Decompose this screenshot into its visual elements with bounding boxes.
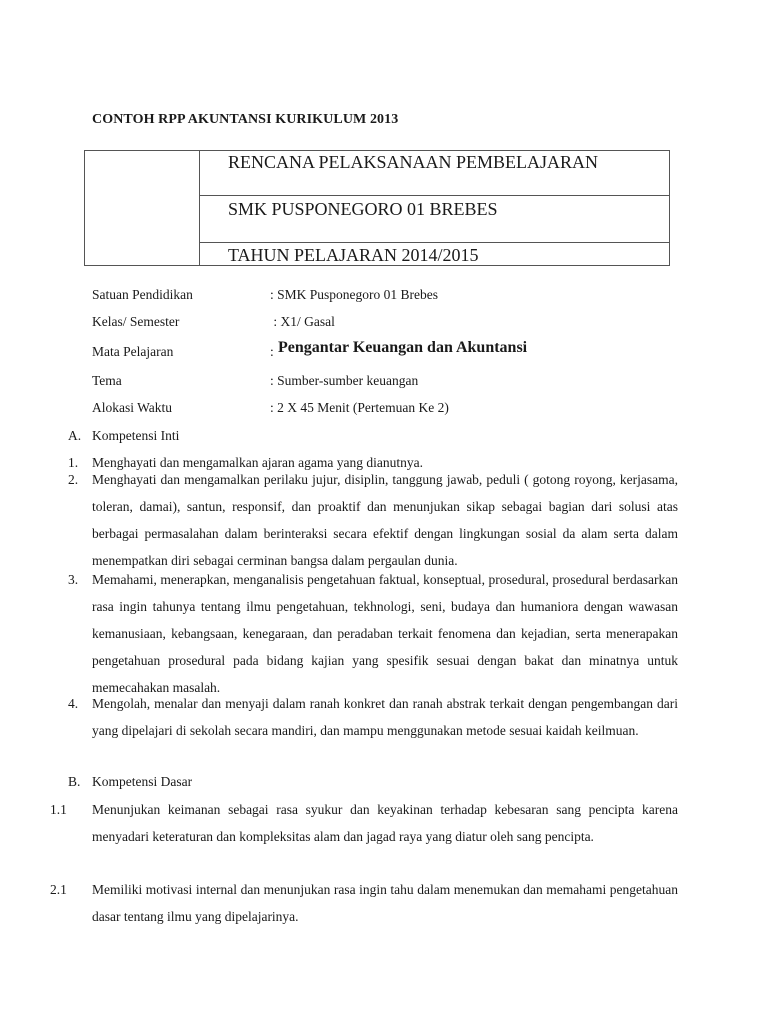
header-row-year <box>200 243 669 266</box>
ki-item-number: 4. <box>68 696 79 711</box>
school-name: SMK PUSPONEGORO 01 BREBES <box>228 199 498 219</box>
kd-item-text: Memiliki motivasi internal dan menunjukan rasa ingin tahu dalam menemukan dan memahami pengetahuan dasar tentang ilmu yang dipelajarinya. <box>92 882 678 924</box>
kd-item-number: 2.1 <box>50 882 67 897</box>
mapel-label: Mata Pelajaran <box>92 344 174 359</box>
section-b-title: Kompetensi Dasar <box>92 774 193 789</box>
section-a-title: Kompetensi Inti <box>92 428 180 443</box>
header-title: RENCANA PELAKSANAAN PEMBELAJARAN <box>228 152 599 172</box>
section-b-marker: B. <box>68 774 81 789</box>
ki-item-text: Menghayati dan mengamalkan perilaku jujur, disiplin, tanggung jawab, peduli ( gotong royong, kerjasama, toleran, damai), santun, responsif, dan proaktif dan menunjukan sikap sebagai bagian dari solusi atas berbagai permasalahan dalam berinteraksi secara efektif dengan lingkungan sosial da alam serta dalam menempatkan diri sebagai cerminan bangsa dalam pergaulan dunia. <box>92 472 678 568</box>
kd-item-1-1 <box>50 796 678 877</box>
ki-item-text: Menghayati dan mengamalkan ajaran agama yang dianutnya. <box>92 455 423 470</box>
header-row-school <box>200 196 669 243</box>
kd-item-2-1 <box>50 876 678 930</box>
satuan-value: : SMK Pusponegoro 01 Brebes <box>270 287 438 302</box>
ki-item-text: Memahami, menerapkan, menganalisis pengetahuan faktual, konseptual, prosedural, prosedural berdasarkan rasa ingin tahunya tentang ilmu pengetahuan, tekhnologi, seni, budaya dan humaniora dengan wawasan kemanusiaan, kebangsaan, kenegaraan, dan peradaban terkait fenomena dan kejadian, serta menerapakan pengetahuan prosedural pada bidang kajian yang spesifik sesuai dengan bakat dan minatnya untuk memecahakan masalah. <box>92 572 678 695</box>
satuan-label: Satuan Pendidikan <box>92 287 193 302</box>
kelas-label: Kelas/ Semester <box>92 314 180 329</box>
rpp-header-table <box>84 150 670 266</box>
ki-item-2 <box>68 466 678 574</box>
ki-item-text: Mengolah, menalar dan menyaji dalam ranah konkret dan ranah abstrak terkait dengan pengembangan dari yang dipelajari di sekolah secara mandiri, dan mampu menggunakan metode sesuai kaidah keilmuan. <box>92 696 678 738</box>
mapel-colon: : <box>270 344 274 359</box>
kd-item-number: 1.1 <box>50 802 67 817</box>
ki-item-number: 3. <box>68 572 79 587</box>
logo-cell <box>85 151 200 265</box>
document-title: CONTOH RPP AKUNTANSI KURIKULUM 2013 <box>92 112 399 127</box>
ki-item-4 <box>68 690 678 771</box>
ki-item-number: 1. <box>68 455 79 470</box>
academic-year: TAHUN PELAJARAN 2014/2015 <box>228 245 479 265</box>
ki-item-3 <box>68 566 678 701</box>
tema-value: : Sumber-sumber keuangan <box>270 373 419 388</box>
alokasi-label: Alokasi Waktu <box>92 400 173 415</box>
kd-item-text: Menunjukan keimanan sebagai rasa syukur dan keyakinan terhadap kebesaran sang pencipta karena menyadari keteraturan dan kompleksitas alam dan jagad raya yang diatur oleh sang pencipta. <box>92 802 678 844</box>
ki-item-number: 2. <box>68 472 79 487</box>
kelas-value: : X1/ Gasal <box>270 314 335 329</box>
tema-label: Tema <box>92 373 122 388</box>
alokasi-value: : 2 X 45 Menit (Pertemuan Ke 2) <box>270 400 449 415</box>
header-row-rpp <box>200 151 669 196</box>
mapel-value: Pengantar Keuangan dan Akuntansi <box>278 339 528 356</box>
section-a-marker: A. <box>68 428 82 443</box>
